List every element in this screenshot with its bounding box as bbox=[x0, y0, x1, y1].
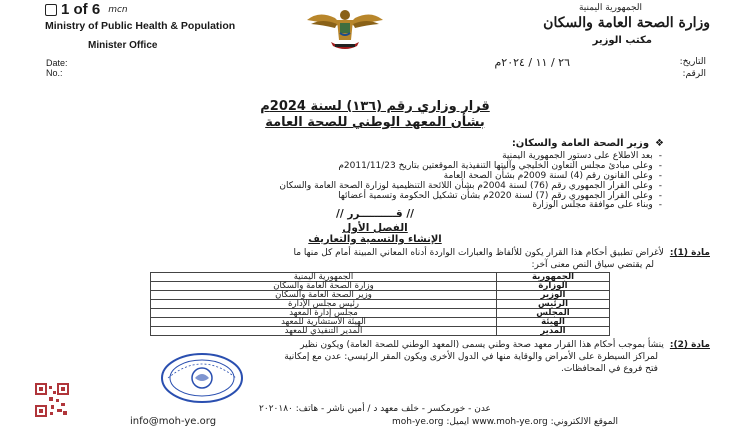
page-counter-block bbox=[45, 1, 128, 18]
meaning-cell: الجمهورية اليمنية bbox=[151, 273, 497, 282]
meaning-cell: وزير الصحة العامة والسكان bbox=[151, 291, 497, 300]
definitions-table bbox=[150, 272, 610, 336]
article-1-line: لم يقتضي سياق النص معنى آخر: bbox=[531, 260, 654, 270]
article-2-line: لمراكز السيطرة على الأمراض والوقاية منها في الدول الأخرى ويكون المقر الرئيسي: عدن مع إمكانية bbox=[284, 352, 658, 362]
preamble-item bbox=[279, 181, 662, 191]
bullet-icon: - bbox=[658, 161, 662, 171]
minister-line-text: وزير الصحة العامة والسكان: bbox=[511, 138, 650, 149]
bullet-icon: - bbox=[658, 181, 662, 191]
preamble-item bbox=[444, 171, 662, 181]
preamble-item bbox=[502, 151, 662, 161]
meaning-cell: المدير التنفيذي للمعهد bbox=[151, 327, 497, 336]
bullet-icon: ❖ bbox=[655, 138, 664, 149]
office-name-ar: مكتب الوزير bbox=[592, 35, 652, 46]
preamble-item bbox=[338, 161, 662, 171]
bullet-icon: - bbox=[658, 171, 662, 181]
term-cell: المدير bbox=[497, 327, 610, 336]
term-cell: الرئيس bbox=[497, 300, 610, 309]
preamble-item-text: وعلى مبادئ مجلس التعاون الخليجي وآليتها التنفيذية الموقعتين بتاريخ 2011/11/23م bbox=[338, 161, 653, 171]
yemen-emblem-icon bbox=[305, 6, 385, 52]
decree-title: قرار وزاري رقم (١٣٦) لسنة 2024م bbox=[260, 99, 490, 114]
article-1-text bbox=[293, 248, 710, 258]
chapter-title: الفصل الأول bbox=[342, 222, 408, 234]
decree-subtitle: بشأن المعهد الوطني للصحة العامة bbox=[265, 115, 485, 130]
article-1-line: لأغراض تطبيق أحكام هذا القرار يكون للألفاظ والعبارات الواردة أدناه المعاني المبينة أمام كل منها ما bbox=[293, 248, 664, 258]
bullet-icon: - bbox=[658, 151, 662, 161]
term-cell: الوزير bbox=[497, 291, 610, 300]
republic-name-ar: الجمهورية اليمنية bbox=[578, 3, 642, 13]
page-counter-suffix: mcn bbox=[108, 4, 128, 15]
footer-address: عدن - خورمكسر - خلف معهد د / أمين ناشر - هاتف: ٢٠٢٠١٨٠ bbox=[259, 404, 491, 414]
office-name-en: Minister Office bbox=[88, 40, 158, 51]
date-label-en: Date: bbox=[46, 58, 68, 68]
preamble-item-text: وعلى القرار الجمهوري رقم (76) لسنة 2004م بشأن اللائحة التنظيمية لوزارة الصحة العامة والسكان bbox=[279, 181, 653, 191]
term-cell: الوزارة bbox=[497, 282, 610, 291]
page-counter-icon bbox=[45, 4, 57, 16]
article-2-line: ينشأ بموجب أحكام هذا القرار معهد صحة وطني يسمى (المعهد الوطني للصحة العامة) ويكون نظير bbox=[300, 340, 664, 350]
term-cell: الجمهورية bbox=[497, 273, 610, 282]
bullet-icon: - bbox=[658, 191, 662, 201]
footer-website: الموقع الالكتروني: www.moh-ye.org ايميل: moh-ye.org bbox=[391, 417, 619, 427]
ministry-name-en: Ministry of Public Health & Population bbox=[45, 20, 236, 32]
meaning-cell: رئيس مجلس الإدارة bbox=[151, 300, 497, 309]
table-row bbox=[151, 327, 610, 336]
official-stamp-icon bbox=[160, 352, 244, 404]
date-value: ٢٦ / ١١ / ٢٠٢٤م bbox=[494, 56, 570, 69]
article-2-label: مادة (2): bbox=[669, 340, 710, 350]
article-1-label: مادة (1): bbox=[669, 248, 710, 258]
minister-line bbox=[512, 138, 664, 149]
article-2-text bbox=[300, 340, 710, 350]
number-label-en: No.: bbox=[46, 68, 63, 78]
preamble-item-text: وعلى القانون رقم (4) لسنة 2009م بشأن الصحة العامة bbox=[443, 171, 653, 181]
preamble-item-text: وعلى القرار الجمهوري رقم (7) لسنة 2020م بشأن تشكيل الحكومة وتسمية أعضائها bbox=[338, 191, 653, 201]
ministry-name-ar: وزارة الصحة العامة والسكان bbox=[543, 15, 710, 31]
preamble-item-text: بعد الاطلاع على دستور الجمهورية اليمنية bbox=[502, 151, 653, 161]
chapter-subtitle: الإنشاء والتسمية والتعاريف bbox=[308, 234, 442, 245]
meaning-cell: الهيئة الاستشارية للمعهد bbox=[151, 318, 497, 327]
preamble-item-text: وبناء على موافقة مجلس الوزارة bbox=[532, 200, 653, 210]
bullet-icon: - bbox=[658, 200, 662, 210]
term-cell: المجلس bbox=[497, 309, 610, 318]
meaning-cell: وزارة الصحة العامة والسكان bbox=[151, 282, 497, 291]
footer-email: info@moh-ye.org bbox=[130, 416, 217, 427]
meaning-cell: مجلس إدارة المعهد bbox=[151, 309, 497, 318]
reference-label-ar: الرقم: bbox=[682, 69, 706, 79]
decides-heading: // قــــــــــرر // bbox=[336, 208, 414, 220]
date-label-ar: التاريخ: bbox=[679, 57, 706, 67]
article-2-line: فتح فروع في المحافظات. bbox=[561, 364, 658, 374]
term-cell: الهيئة bbox=[497, 318, 610, 327]
page-counter: 1 of 6 bbox=[61, 1, 101, 18]
